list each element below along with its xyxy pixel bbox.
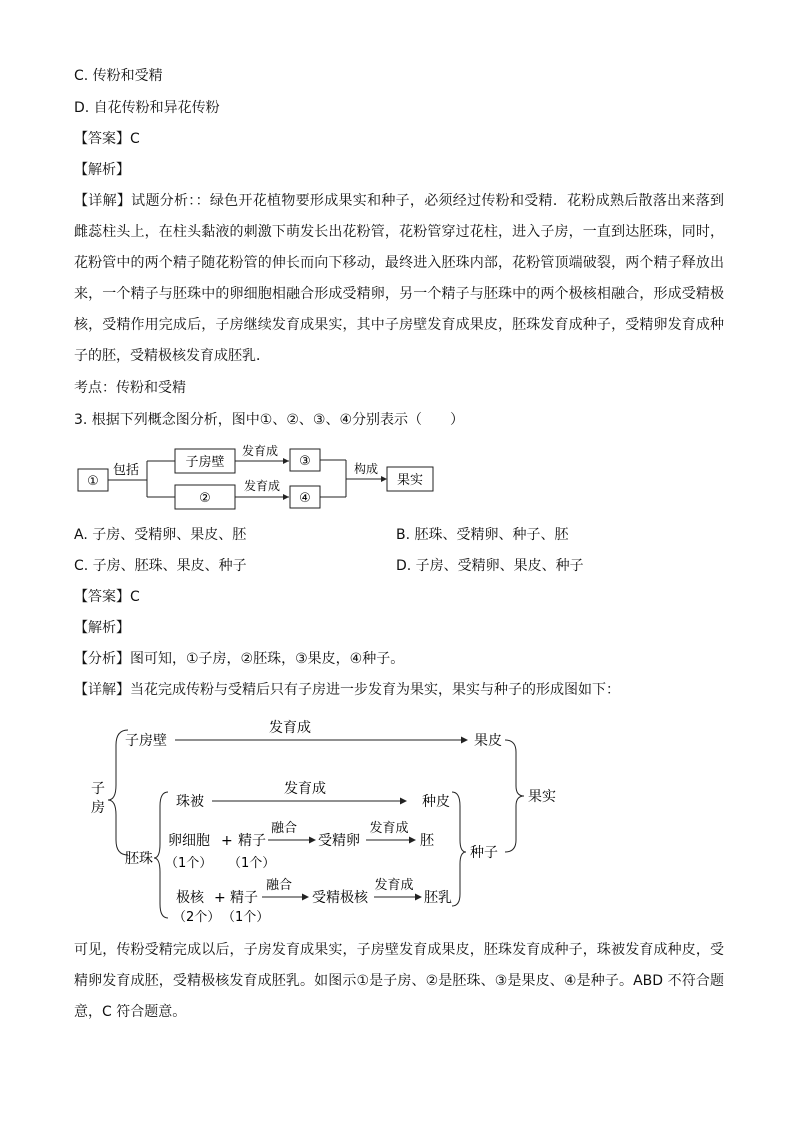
plus-sign-2: + xyxy=(214,890,226,906)
node-1-label: ① xyxy=(87,474,99,489)
node-2-label: ② xyxy=(199,491,211,506)
peiru-label: 胚乳 xyxy=(424,890,452,906)
goucheng-label: 构成 xyxy=(353,462,379,476)
analysis-label: 【解析】 xyxy=(74,620,130,636)
detail-intro: 【详解】当花完成传粉与受精后只有子房进一步发育为果实，果实与种子的形成图如下： xyxy=(74,682,620,698)
jingzi-count-1: （1个） xyxy=(228,856,276,871)
pei-label: 胚 xyxy=(420,833,434,849)
shoujingluan-label: 受精卵 xyxy=(318,833,360,849)
ronghe-label-2: 融合 xyxy=(265,878,293,893)
answer-label: 【答案】C xyxy=(74,131,140,147)
zhongpi-label: 种皮 xyxy=(422,794,450,810)
jingzi-label-1: 精子 xyxy=(238,833,266,849)
option-a: A. 子房、受精卵、果皮、胚 xyxy=(74,527,247,543)
jingzi-label-2: 精子 xyxy=(230,890,258,906)
node-3-label: ③ xyxy=(299,454,311,469)
fayucheng-label-luan: 发育成 xyxy=(369,821,409,836)
plus-sign-1: + xyxy=(221,833,233,849)
zifang-label-1: 子 xyxy=(91,781,105,797)
jihe-count: （2个） xyxy=(173,910,221,925)
analysis-label: 【解析】 xyxy=(74,162,130,178)
zifangbi-label: 子房壁 xyxy=(185,455,225,470)
option-d: D. 子房、受精卵、果皮、种子 xyxy=(396,558,584,574)
guoshi-label: 果实 xyxy=(396,473,424,488)
detail-paragraph: 【详解】试题分析：：绿色开花植物要形成果实和种子，必须经过传粉和受精．花粉成熟后散落出来落到雌蕊柱头上，在柱头黏液的刺激下萌发长出花粉管，花粉管穿过花柱，进入子房，一直到达胚珠，同时，花粉管中的两个精子随花粉管的伸长而向下移动，最终进入胚珠内部，花粉管顶端破裂，两个精子释放出来，一个精子与胚珠中的卵细胞相融合形成受精卵，另一个精子与胚珠中的两个极核相融合，形成受精极核，受精作用完成后，子房继续发育成果实，其中子房壁发育成果皮，胚珠发育成种子，受精卵发育成种子的胚，受精极核发育成胚乳． xyxy=(74,193,724,364)
node-4-label: ④ xyxy=(299,491,311,506)
baokuo-label: 包括 xyxy=(113,463,140,478)
option-b: B. 胚珠、受精卵、种子、胚 xyxy=(396,527,569,543)
zhongzi-label: 种子 xyxy=(470,845,498,861)
pezhu-label: 胚珠 xyxy=(125,851,153,867)
fayucheng-label-2: 发育成 xyxy=(243,479,281,493)
option-c: C. 子房、胚珠、果皮、种子 xyxy=(74,558,247,574)
kaodian-label: 考点：传粉和受精 xyxy=(74,380,186,396)
zhubei-label: 珠被 xyxy=(176,794,204,810)
jingzi-count-2: （1个） xyxy=(222,910,270,925)
zifang-label-2: 房 xyxy=(91,800,105,816)
fayucheng-label-1: 发育成 xyxy=(241,444,279,458)
zhongzi-brace xyxy=(452,792,466,906)
fenxi-text: 【分析】图可知，①子房，②胚珠，③果皮，④种子。 xyxy=(74,651,405,667)
fayucheng-label-jihe: 发育成 xyxy=(374,878,414,893)
question-3-stem: 3. 根据下列概念图分析，图中①、②、③、④分别表示（ ） xyxy=(74,412,465,428)
shoujingjihe-label: 受精极核 xyxy=(312,890,368,906)
ronghe-label-1: 融合 xyxy=(270,821,298,836)
guopi-label: 果皮 xyxy=(474,733,502,749)
conclusion-paragraph: 可见，传粉受精完成以后，子房发育成果实，子房壁发育成果皮，胚珠发育成种子，珠被发育成种皮，受精卵发育成胚，受精极核发育成胚乳。如图示①是子房、②是胚珠、③是果皮、④是种子。ABD 不符合题意，C 符合题意。 xyxy=(74,942,724,1020)
pezhu-brace xyxy=(154,792,168,918)
answer-label: 【答案】C xyxy=(74,589,140,605)
luanxibao-label: 卵细胞 xyxy=(168,833,210,849)
luan-count: （1个） xyxy=(165,856,213,871)
option-c: C. 传粉和受精 xyxy=(74,68,163,84)
guoshi-label: 果实 xyxy=(528,789,556,805)
zifangbi-label: 子房壁 xyxy=(125,733,167,749)
fayucheng-label-zhubei: 发育成 xyxy=(284,781,326,797)
guoshi-brace xyxy=(505,740,524,852)
option-d: D. 自花传粉和异花传粉 xyxy=(74,100,220,116)
jihe-label: 极核 xyxy=(176,890,204,906)
fayucheng-label-top: 发育成 xyxy=(269,720,311,736)
